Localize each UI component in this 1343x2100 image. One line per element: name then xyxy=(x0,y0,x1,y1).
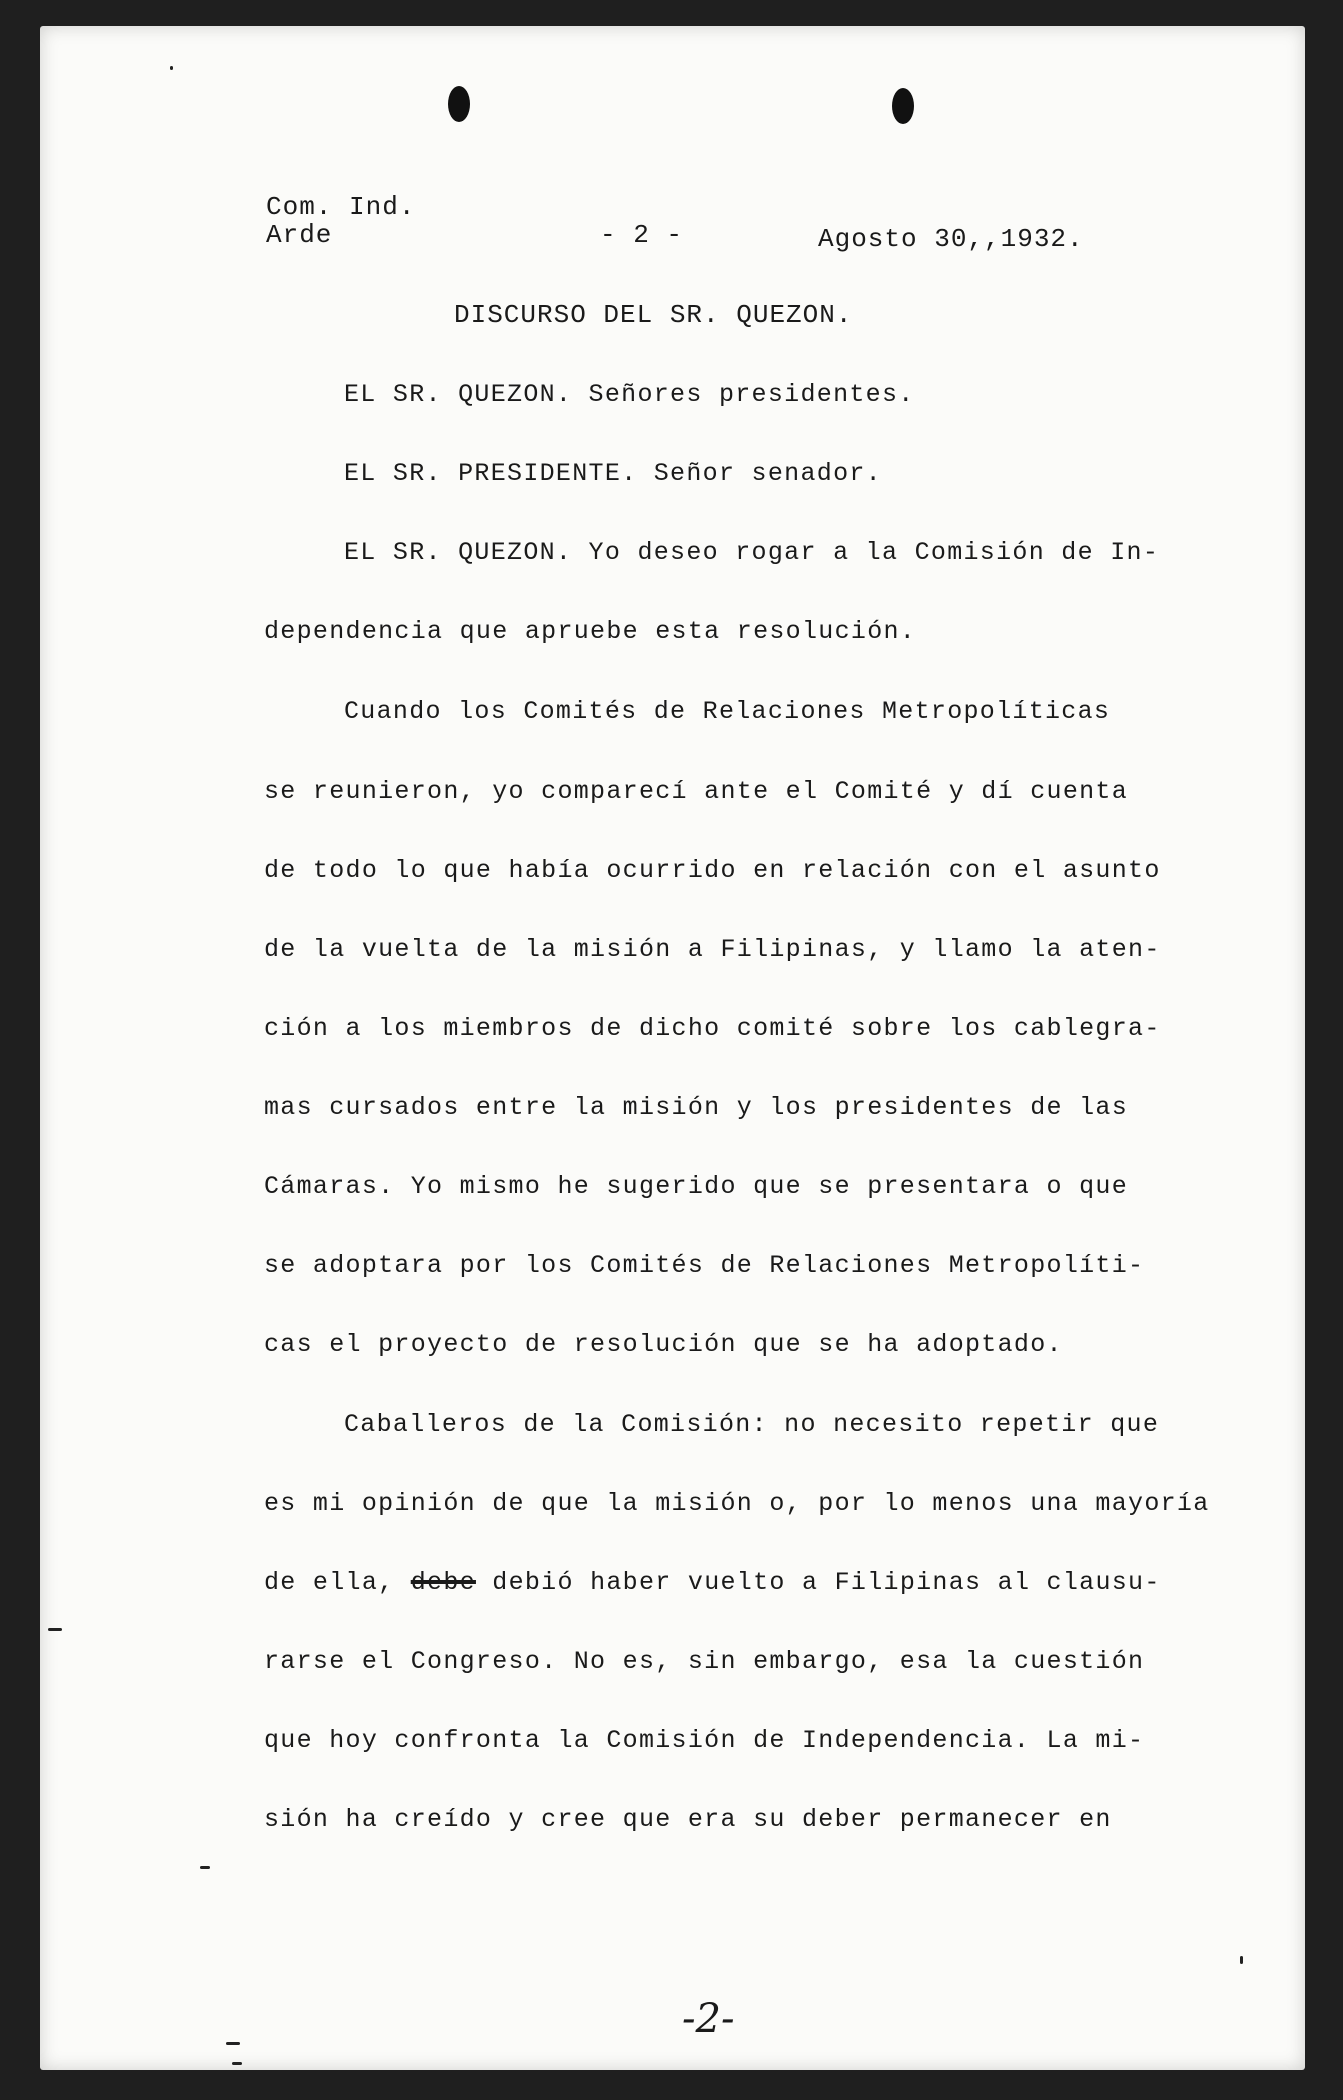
handwritten-page-number: -2- xyxy=(682,1996,735,2042)
header-left-line2: Arde xyxy=(266,220,333,250)
text-line: EL SR. PRESIDENTE. Señor senador. xyxy=(344,459,882,488)
speech-title: DISCURSO DEL SR. QUEZON. xyxy=(454,300,853,330)
punch-hole-right xyxy=(892,88,914,124)
text-segment: debió haber vuelto a Filipinas al clausu- xyxy=(492,1568,1161,1597)
scan-speck xyxy=(1240,1956,1243,1964)
punch-hole-left xyxy=(448,86,470,122)
text-line: rarse el Congreso. No es, sin embargo, esa la cuestión xyxy=(264,1647,1145,1676)
text-segment: de ella, xyxy=(264,1568,395,1597)
text-line: Caballeros de la Comisión: no necesito repetir que xyxy=(344,1410,1160,1439)
header-page-marker: - 2 - xyxy=(600,220,684,250)
text-line: se adoptara por los Comités de Relaciones Metropolíti- xyxy=(264,1251,1145,1280)
scan-speck xyxy=(200,1866,210,1869)
text-line: Cuando los Comités de Relaciones Metropolíticas xyxy=(344,697,1111,726)
text-line: mas cursados entre la misión y los presidentes de las xyxy=(264,1093,1129,1122)
text-line: EL SR. QUEZON. Señores presidentes. xyxy=(344,380,915,409)
text-line: EL SR. QUEZON. Yo deseo rogar a la Comisión de In- xyxy=(344,538,1160,567)
text-line: se reunieron, yo comparecí ante el Comité y dí cuenta xyxy=(264,777,1129,806)
header-left-line1: Com. Ind. xyxy=(266,192,416,222)
text-line: que hoy confronta la Comisión de Independencia. La mi- xyxy=(264,1726,1145,1755)
struck-out-word: debe xyxy=(410,1568,476,1597)
scan-speck xyxy=(48,1628,62,1631)
text-line: sión ha creído y cree que era su deber permanecer en xyxy=(264,1805,1112,1834)
paper-sheet xyxy=(40,26,1305,2070)
text-line: dependencia que apruebe esta resolución. xyxy=(264,617,917,646)
text-line: de todo lo que había ocurrido en relación con el asunto xyxy=(264,856,1161,885)
text-line: Cámaras. Yo mismo he sugerido que se presentara o que xyxy=(264,1172,1129,1201)
scan-speck xyxy=(232,2062,242,2065)
scan-speck xyxy=(226,2042,240,2045)
header-date: Agosto 30,,1932. xyxy=(818,224,1084,254)
scan-speck xyxy=(170,66,173,70)
text-line: cas el proyecto de resolución que se ha adoptado. xyxy=(264,1330,1063,1359)
text-line-with-strikeout xyxy=(264,1568,1161,1597)
text-line: de la vuelta de la misión a Filipinas, y llamo la aten- xyxy=(264,935,1161,964)
text-line: es mi opinión de que la misión o, por lo menos una mayoría xyxy=(264,1489,1210,1518)
text-line: ción a los miembros de dicho comité sobre los cablegra- xyxy=(264,1014,1161,1043)
